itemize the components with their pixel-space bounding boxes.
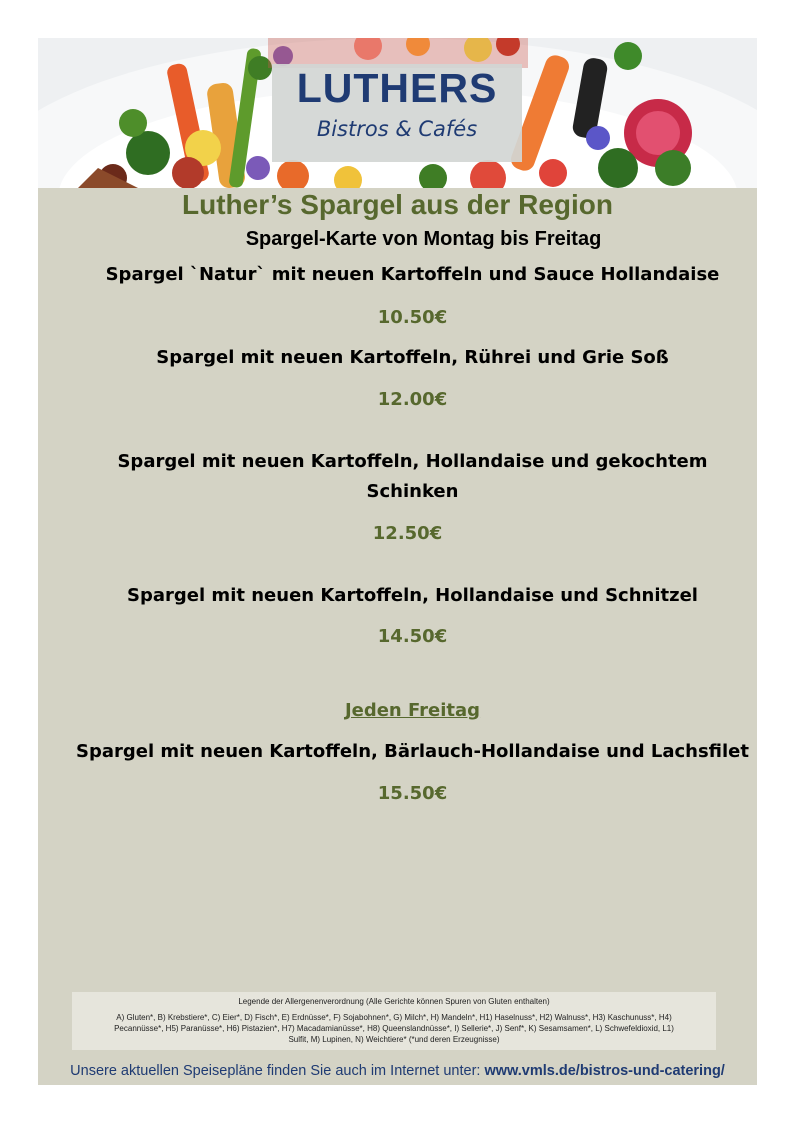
dish-1: Spargel `Natur` mit neuen Kartoffeln und Sauce Hollandaise — [105, 264, 720, 285]
dish-4: Spargel mit neuen Kartoffeln, Hollandaise und Schnitzel — [127, 585, 698, 606]
brand-name: LUTHERS — [296, 65, 498, 111]
footer-text: Unsere aktuellen Speisepläne finden Sie auch im Internet unter: — [70, 1063, 485, 1079]
header-banner — [38, 38, 757, 188]
special-price: 15.50€ — [377, 783, 448, 804]
legend-text: A) Gluten*, B) Krebstiere*, C) Eier*, D) Fisch*, E) Erdnüsse*, F) Sojabohnen*, G) Milch*, H) Mandeln*, H1) Haselnuss*, H2) Walnuss*, H3) Kaschunuss*, H4) Pecannüsse*, H5) Paranüsse*, H6) Pistazien*, H7) Macadamianüsse*, H8) Queenslandnüsse*, I) Sellerie*, J) Senf*, K) Sesamsamen*, L) Schwefeldioxid, L1) Sulfit, M) Lupinen, N) Weichtiere* (*und deren Erzeugnisse) — [114, 1013, 674, 1044]
footer-url-link[interactable]: www.vmls.de/bistros-und-catering/ — [484, 1063, 725, 1079]
price-2: 12.00€ — [377, 389, 448, 410]
dish-3-line2: Schinken — [366, 481, 459, 502]
brand-tagline: Bistros & Cafés — [316, 117, 478, 141]
price-3: 12.50€ — [372, 523, 443, 544]
dish-2: Spargel mit neuen Kartoffeln, Rührei und Grie Soß — [156, 347, 669, 368]
price-4: 14.50€ — [377, 626, 448, 647]
dish-3-line1: Spargel mit neuen Kartoffeln, Hollandaise und gekochtem — [117, 451, 708, 472]
menu-sheet — [38, 38, 757, 1085]
special-heading: Jeden Freitag — [344, 700, 481, 721]
footer-note — [38, 1061, 757, 1081]
legend-heading: Legende der Allergenenverordnung (Alle Gerichte können Spuren von Gluten enthalten) — [238, 997, 550, 1006]
special-dish: Spargel mit neuen Kartoffeln, Bärlauch-Hollandaise und Lachsfilet — [75, 741, 749, 762]
brand-logo — [272, 64, 522, 162]
page-subtitle: Spargel-Karte von Montag bis Freitag — [245, 228, 602, 250]
page-title: Luther’s Spargel aus der Region — [182, 189, 613, 220]
price-1: 10.50€ — [377, 307, 448, 328]
allergen-legend — [72, 992, 716, 1050]
